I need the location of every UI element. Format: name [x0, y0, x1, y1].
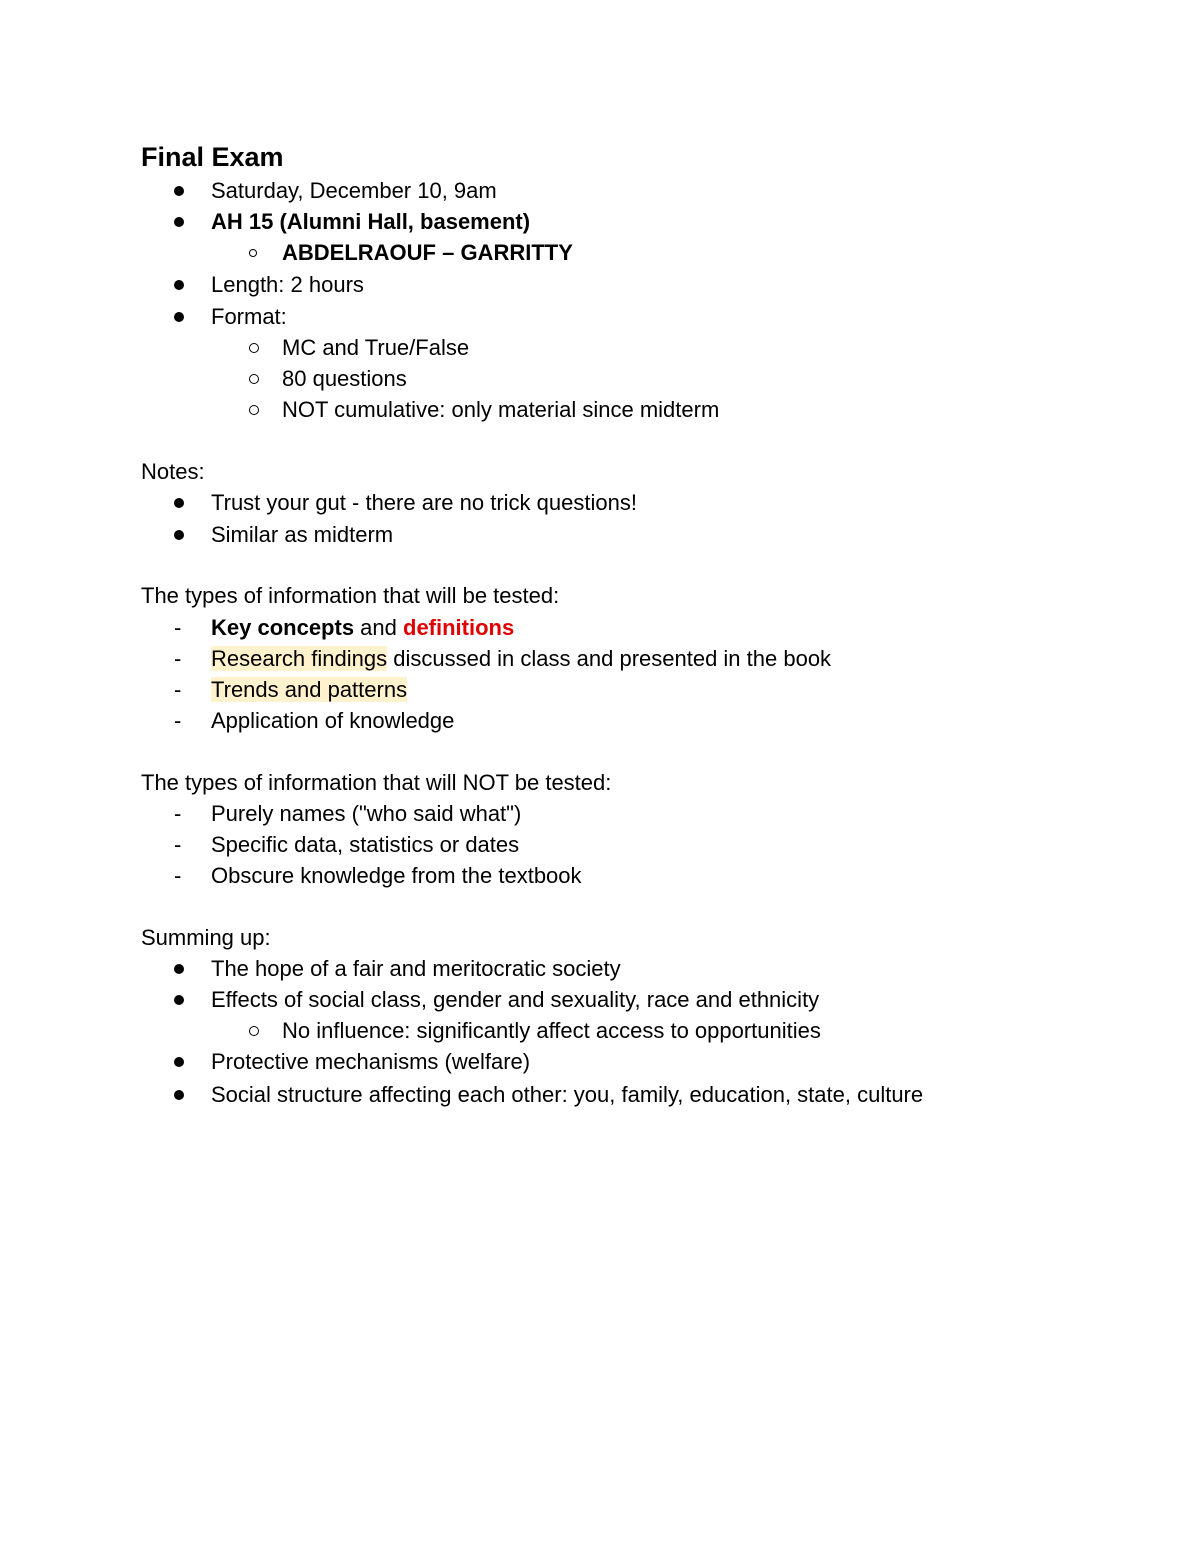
- research-findings-highlight: Research findings: [211, 646, 388, 671]
- dash-marker: -: [174, 646, 182, 671]
- exam-format: Format:: [211, 304, 287, 329]
- format-item: NOT cumulative: only material since midterm: [282, 397, 720, 422]
- summing-up-heading: Summing up:: [141, 925, 271, 950]
- hollow-bullet-icon: [249, 239, 257, 267]
- exam-length: Length: 2 hours: [211, 272, 364, 297]
- tested-heading: The types of information that will be tested:: [141, 583, 560, 608]
- summary-item: Social structure affecting each other: you, family, education, state, culture: [211, 1082, 924, 1107]
- key-concepts-text: Key concepts: [211, 615, 355, 640]
- note-item: Trust your gut - there are no trick questions!: [211, 490, 637, 515]
- hollow-bullet-icon: [249, 334, 259, 362]
- hollow-bullet-icon: [249, 1017, 259, 1045]
- bullet-icon: [174, 986, 184, 1014]
- tested-item-research: [211, 645, 831, 673]
- note-item: Similar as midterm: [211, 522, 394, 547]
- research-rest-text: discussed in class and presented in the book: [387, 646, 832, 671]
- bullet-icon: [174, 177, 184, 205]
- and-text: and: [354, 615, 403, 640]
- dash-marker: -: [174, 801, 182, 826]
- not-tested-heading: The types of information that will NOT be tested:: [141, 770, 612, 795]
- bullet-icon: [174, 521, 184, 549]
- exam-room: AH 15 (Alumni Hall, basement): [211, 209, 531, 234]
- hollow-bullet-icon: [249, 365, 259, 393]
- summary-item: The hope of a fair and meritocratic society: [211, 956, 621, 981]
- dash-marker: -: [174, 615, 182, 640]
- not-tested-item: Specific data, statistics or dates: [211, 832, 520, 857]
- dash-marker: -: [174, 832, 182, 857]
- tested-item-trends: [211, 676, 407, 704]
- dash-marker: -: [174, 863, 182, 888]
- bullet-icon: [174, 489, 184, 517]
- exam-names-range: ABDELRAOUF – GARRITTY: [282, 240, 573, 265]
- bullet-icon: [174, 1048, 184, 1076]
- format-item: 80 questions: [282, 366, 407, 391]
- bullet-icon: [174, 955, 184, 983]
- summary-subitem: No influence: significantly affect access to opportunities: [282, 1018, 821, 1043]
- format-item: MC and True/False: [282, 335, 470, 360]
- summary-item: Effects of social class, gender and sexuality, race and ethnicity: [211, 987, 820, 1012]
- bullet-icon: [174, 303, 184, 331]
- bullet-icon: [174, 271, 184, 299]
- definitions-text: definitions: [403, 615, 515, 640]
- notes-heading: Notes:: [141, 459, 205, 484]
- trends-highlight: Trends and patterns: [211, 677, 408, 702]
- not-tested-item: Purely names ("who said what"): [211, 801, 522, 826]
- hollow-bullet-icon: [249, 396, 259, 424]
- dash-marker: -: [174, 708, 182, 733]
- bullet-icon: [174, 208, 184, 236]
- tested-item-application: Application of knowledge: [211, 708, 455, 733]
- tested-item-key-concepts: [211, 614, 514, 642]
- page-title: Final Exam: [141, 142, 284, 172]
- not-tested-item: Obscure knowledge from the textbook: [211, 863, 582, 888]
- bullet-icon: [174, 1081, 184, 1109]
- dash-marker: -: [174, 677, 182, 702]
- summary-item: Protective mechanisms (welfare): [211, 1049, 531, 1074]
- exam-date: Saturday, December 10, 9am: [211, 178, 497, 203]
